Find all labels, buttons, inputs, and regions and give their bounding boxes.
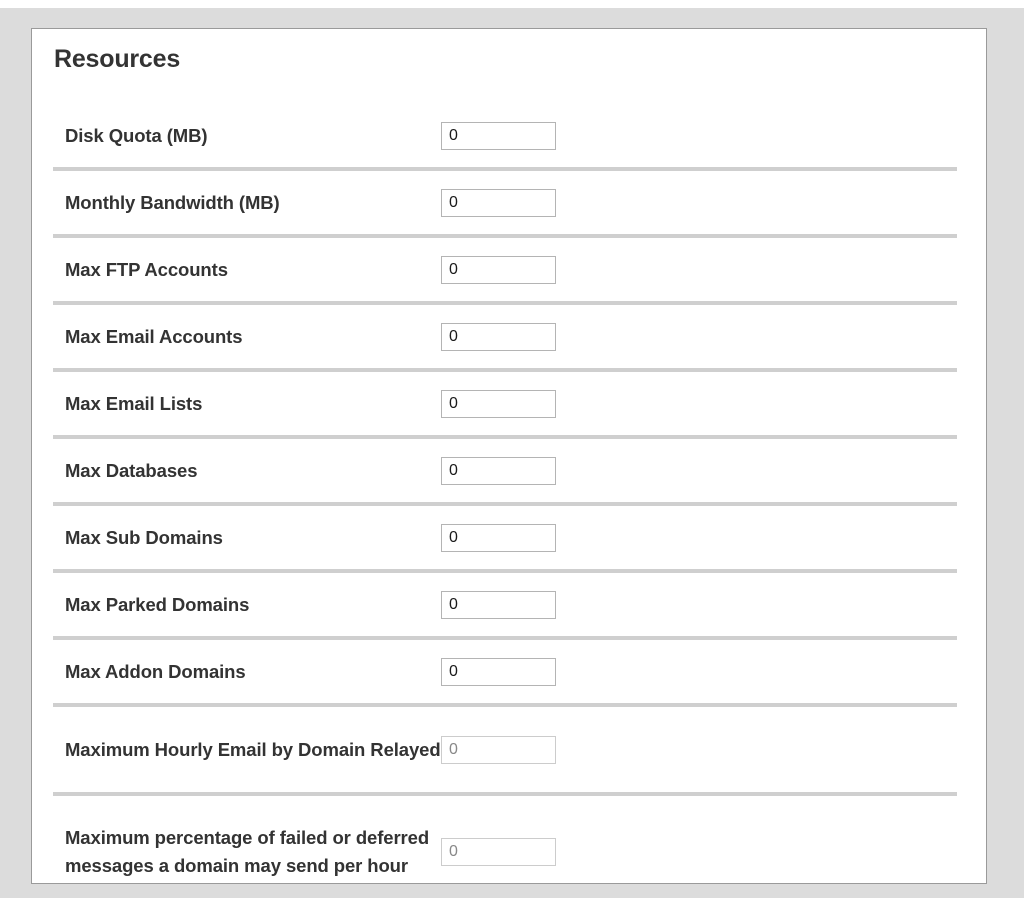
field-label-max-databases: Max Databases xyxy=(65,459,198,481)
field-label-max-ftp-accounts: Max FTP Accounts xyxy=(65,258,228,280)
field-input-wrapper-max-percentage-failed-deferred-messages xyxy=(441,838,556,866)
field-input-wrapper-max-email-accounts xyxy=(441,323,556,351)
field-row-max-databases xyxy=(32,439,986,502)
field-label-max-addon-domains: Max Addon Domains xyxy=(65,660,246,682)
field-input-max-databases[interactable] xyxy=(441,457,556,485)
field-input-max-hourly-email-by-domain-relayed[interactable] xyxy=(441,736,556,764)
field-input-wrapper-max-email-lists xyxy=(441,390,556,418)
field-row-max-email-accounts xyxy=(32,305,986,368)
field-label-max-percentage-failed-deferred-messages: Maximum percentage of failed or deferred messages a domain may send per hour xyxy=(65,827,430,876)
page-title: Resources xyxy=(54,45,181,73)
field-label-max-email-lists: Max Email Lists xyxy=(65,392,203,414)
field-input-max-parked-domains[interactable] xyxy=(441,591,556,619)
field-row-max-addon-domains xyxy=(32,640,986,703)
field-input-disk-quota[interactable] xyxy=(441,122,556,150)
field-row-max-percentage-failed-deferred-messages xyxy=(32,796,986,884)
field-input-max-email-lists[interactable] xyxy=(441,390,556,418)
field-row-max-parked-domains xyxy=(32,573,986,636)
field-input-max-sub-domains[interactable] xyxy=(441,524,556,552)
field-row-monthly-bandwidth xyxy=(32,171,986,234)
field-input-wrapper-max-parked-domains xyxy=(441,591,556,619)
field-input-max-ftp-accounts[interactable] xyxy=(441,256,556,284)
field-input-max-addon-domains[interactable] xyxy=(441,658,556,686)
field-row-max-sub-domains xyxy=(32,506,986,569)
resources-field-list xyxy=(32,104,986,884)
field-input-wrapper-max-sub-domains xyxy=(441,524,556,552)
field-row-max-ftp-accounts xyxy=(32,238,986,301)
field-input-wrapper-max-databases xyxy=(441,457,556,485)
field-row-max-email-lists xyxy=(32,372,986,435)
field-label-monthly-bandwidth: Monthly Bandwidth (MB) xyxy=(65,191,280,213)
field-input-monthly-bandwidth[interactable] xyxy=(441,189,556,217)
field-label-disk-quota: Disk Quota (MB) xyxy=(65,124,208,146)
field-row-max-hourly-email-by-domain-relayed xyxy=(32,707,986,792)
field-input-wrapper-max-addon-domains xyxy=(441,658,556,686)
field-input-wrapper-max-ftp-accounts xyxy=(441,256,556,284)
resources-panel xyxy=(31,28,987,884)
field-input-max-email-accounts[interactable] xyxy=(441,323,556,351)
field-input-max-percentage-failed-deferred-messages[interactable] xyxy=(441,838,556,866)
field-row-disk-quota xyxy=(32,104,986,167)
field-label-max-parked-domains: Max Parked Domains xyxy=(65,593,250,615)
field-input-wrapper-disk-quota xyxy=(441,122,556,150)
field-input-wrapper-monthly-bandwidth xyxy=(441,189,556,217)
field-label-max-email-accounts: Max Email Accounts xyxy=(65,325,243,347)
field-label-max-sub-domains: Max Sub Domains xyxy=(65,526,223,548)
field-input-wrapper-max-hourly-email-by-domain-relayed xyxy=(441,736,556,764)
field-label-max-hourly-email-by-domain-relayed: Maximum Hourly Email by Domain Relayed xyxy=(65,738,441,760)
